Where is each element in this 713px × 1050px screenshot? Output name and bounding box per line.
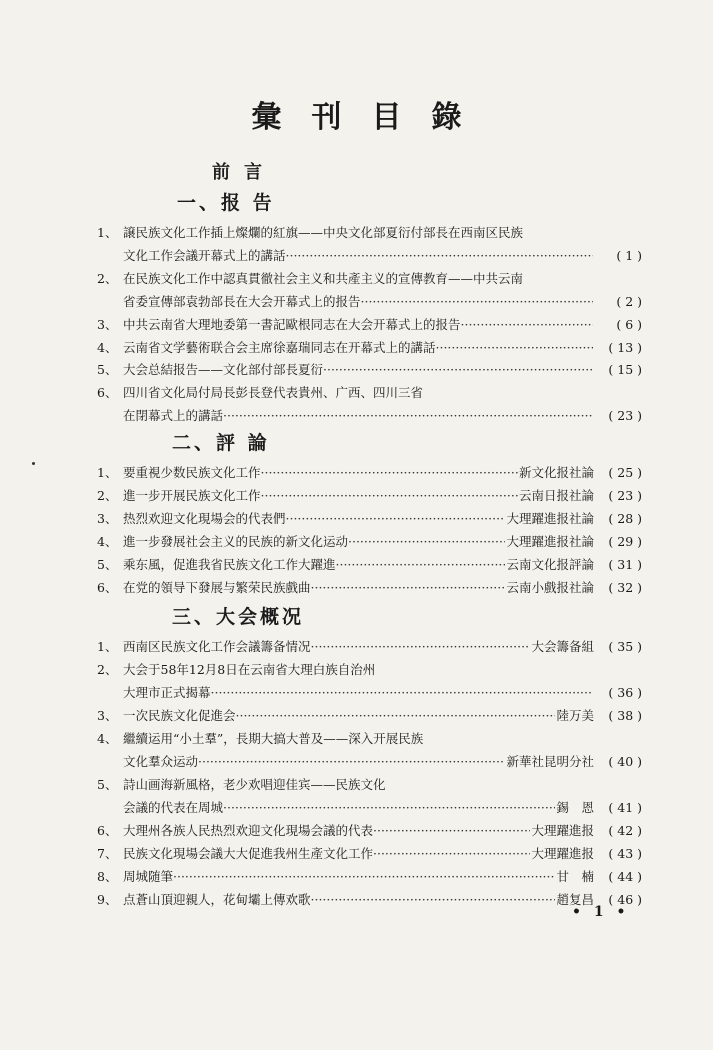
entry-title: 省委宣傳部袁勃部長在大会开幕式上的报告 [123, 294, 361, 309]
toc-entry-line [97, 820, 642, 842]
entry-page-number: ( 29 ) [608, 534, 642, 549]
entry-number: 5、 [97, 362, 118, 377]
dot-leader [236, 705, 556, 727]
dot-leader [361, 291, 593, 313]
dot-leader [211, 682, 593, 704]
entry-title: 会議的代表在周城 [123, 800, 224, 815]
entry-title: 進一步發展社会主义的民族的新文化运动 [123, 534, 349, 549]
entry-title: 云南省文学藝術联合会主席徐嘉瑞同志在开幕式上的講話 [123, 340, 436, 355]
entry-number: 4、 [97, 340, 118, 355]
dot-leader [311, 636, 531, 658]
entry-title: 在党的領导下發展与繁荣民族戲曲 [123, 580, 311, 595]
dot-leader [461, 314, 593, 336]
entry-source: 云南文化报評論 [506, 557, 594, 572]
entry-number: 6、 [97, 385, 118, 400]
page-number: • 1 • [572, 904, 630, 920]
entry-page-number: ( 28 ) [608, 511, 642, 526]
entry-page-number: ( 41 ) [608, 800, 642, 815]
toc-entry-line [97, 728, 642, 750]
entry-number: 5、 [97, 557, 118, 572]
entry-title: 周城随筆 [123, 869, 174, 884]
entry-title: 四川省文化局付局長彭長登代表貴州、广西、四川三省 [123, 385, 424, 400]
entry-source: 云南小戲报社論 [506, 580, 594, 595]
section-heading: 二、評 論 [172, 432, 270, 454]
toc-entry-line [97, 291, 642, 313]
entry-title: 一次民族文化促進会 [123, 708, 236, 723]
dot-leader [373, 820, 530, 842]
entry-page-number: ( 23 ) [608, 488, 642, 503]
entry-page-number: ( 46 ) [608, 892, 642, 907]
entry-number: 8、 [97, 869, 118, 884]
entry-title: 中共云南省大理地委第一書記歐根同志在大会开幕式上的报告 [123, 317, 461, 332]
entry-number: 2、 [97, 271, 118, 286]
entry-source: 新華社昆明分社 [506, 754, 594, 769]
entry-page-number: ( 2 ) [616, 294, 642, 309]
toc-entry-line [97, 889, 642, 911]
entry-title: 譲民族文化工作插上燦爛的紅旗——中央文化部夏衍付部長在西南区民族 [123, 225, 524, 240]
toc-entry-line [97, 554, 642, 576]
dot-leader [261, 485, 518, 507]
entry-number: 6、 [97, 580, 118, 595]
entry-title: 詩山画海新風格，老少欢唱迎佳宾——民族文化 [123, 777, 386, 792]
toc-entry-line [97, 245, 642, 267]
entry-title: 在民族文化工作中認真貫徹社会主义和共產主义的宣傳教育——中共云南 [123, 271, 524, 286]
toc-entry-line [97, 222, 642, 244]
entry-source: 趙复昌 [556, 892, 594, 907]
toc-entry-line [97, 659, 642, 681]
toc-entry-line [97, 682, 642, 704]
entry-source: 大理躍進报社論 [506, 534, 594, 549]
toc-entry-line [97, 405, 642, 427]
entry-source: 大理躍進报社論 [506, 511, 594, 526]
entry-source: 大会籌备組 [531, 639, 594, 654]
entry-page-number: ( 43 ) [608, 846, 642, 861]
entry-title: 乘东風，促進我省民族文化工作大躍進 [123, 557, 336, 572]
entry-title: 大理市正式揭幕 [123, 685, 211, 700]
dot-leader [286, 245, 593, 267]
entry-page-number: ( 35 ) [608, 639, 642, 654]
entry-title: 热烈欢迎文化現場会的代表們 [123, 511, 286, 526]
entry-page-number: ( 15 ) [608, 362, 642, 377]
entry-page-number: ( 44 ) [608, 869, 642, 884]
entry-title: 大会总結报告——文化部付部長夏衍 [123, 362, 324, 377]
entry-page-number: ( 40 ) [608, 754, 642, 769]
toc-entry-line [97, 774, 642, 796]
entry-number: 1、 [97, 225, 118, 240]
entry-source: 新文化报社論 [518, 465, 594, 480]
entry-source: 甘 楠 [556, 869, 594, 884]
dot-leader [323, 359, 593, 381]
entry-page-number: ( 13 ) [608, 340, 642, 355]
toc-entry-line [97, 337, 642, 359]
entry-title: 西南区民族文化工作会議籌备情况 [123, 639, 311, 654]
entry-source: 云南日报社論 [518, 488, 594, 503]
entry-number: 2、 [97, 662, 118, 677]
entry-number: 4、 [97, 731, 118, 746]
entry-title: 在閉幕式上的講話 [123, 408, 224, 423]
dot-leader [173, 866, 555, 888]
dot-leader [373, 843, 530, 865]
entry-page-number: ( 31 ) [608, 557, 642, 572]
entry-number: 9、 [97, 892, 118, 907]
entry-number: 4、 [97, 534, 118, 549]
entry-title: 要重視少数民族文化工作 [123, 465, 261, 480]
entry-title: 大理州各族人民热烈欢迎文化現場会議的代表 [123, 823, 374, 838]
dot-leader [261, 462, 518, 484]
entry-number: 7、 [97, 846, 118, 861]
entry-title: 文化羣众运动 [123, 754, 199, 769]
toc-entry-line [97, 866, 642, 888]
entry-title: 民族文化現場会議大大促進我州生產文化工作 [123, 846, 374, 861]
dot-leader [311, 889, 556, 911]
toc-entry-line [97, 268, 642, 290]
entry-title: 大会于58年12月8日在云南省大理白族自治州 [123, 662, 376, 677]
entry-page-number: ( 6 ) [616, 317, 642, 332]
entry-source: 陸万美 [556, 708, 594, 723]
toc-entry-line [97, 843, 642, 865]
entry-page-number: ( 1 ) [616, 248, 642, 263]
entry-page-number: ( 36 ) [608, 685, 642, 700]
section-heading: 一、报 告 [177, 192, 275, 214]
dot-leader [336, 554, 506, 576]
toc-entry-line [97, 751, 642, 773]
toc-entry-line [97, 636, 642, 658]
dot-leader [223, 797, 555, 819]
toc-entry-line [97, 485, 642, 507]
toc-entry-line [97, 314, 642, 336]
toc-entry-line [97, 462, 642, 484]
toc-entry-line [97, 705, 642, 727]
entry-source: 錫 恩 [556, 800, 594, 815]
dot-leader [286, 508, 506, 530]
toc-entry-line [97, 531, 642, 553]
page-title: 彙刊目錄 [251, 100, 492, 135]
entry-title: 繼續运用“小土羣”，長期大搞大普及——深入开展民族 [123, 731, 424, 746]
toc-entry-line [97, 577, 642, 599]
entry-number: 1、 [97, 465, 118, 480]
entry-number: 5、 [97, 777, 118, 792]
entry-number: 3、 [97, 317, 118, 332]
entry-page-number: ( 25 ) [608, 465, 642, 480]
entry-source: 大理躍進报 [531, 823, 594, 838]
entry-number: 6、 [97, 823, 118, 838]
entry-page-number: ( 42 ) [608, 823, 642, 838]
entry-title: 点蒼山頂迎親人，花甸壩上傳欢歌 [123, 892, 311, 907]
entry-title: 文化工作会議开幕式上的講話 [123, 248, 286, 263]
dot-leader [223, 405, 593, 427]
entry-page-number: ( 23 ) [608, 408, 642, 423]
section-heading: 三、大会概况 [172, 606, 305, 628]
dot-leader [311, 577, 506, 599]
margin-speck [32, 462, 35, 465]
entry-number: 3、 [97, 708, 118, 723]
entry-source: 大理躍進报 [531, 846, 594, 861]
toc-entry-line [97, 797, 642, 819]
entry-page-number: ( 32 ) [608, 580, 642, 595]
entry-number: 1、 [97, 639, 118, 654]
toc-entry-line [97, 508, 642, 530]
entry-number: 3、 [97, 511, 118, 526]
entry-number: 2、 [97, 488, 118, 503]
entry-title: 進一步开展民族文化工作 [123, 488, 261, 503]
dot-leader [436, 337, 593, 359]
dot-leader [198, 751, 505, 773]
toc-entry-line [97, 359, 642, 381]
preface-heading: 前言 [212, 162, 276, 183]
dot-leader [348, 531, 505, 553]
toc-entry-line [97, 382, 642, 404]
entry-page-number: ( 38 ) [608, 708, 642, 723]
